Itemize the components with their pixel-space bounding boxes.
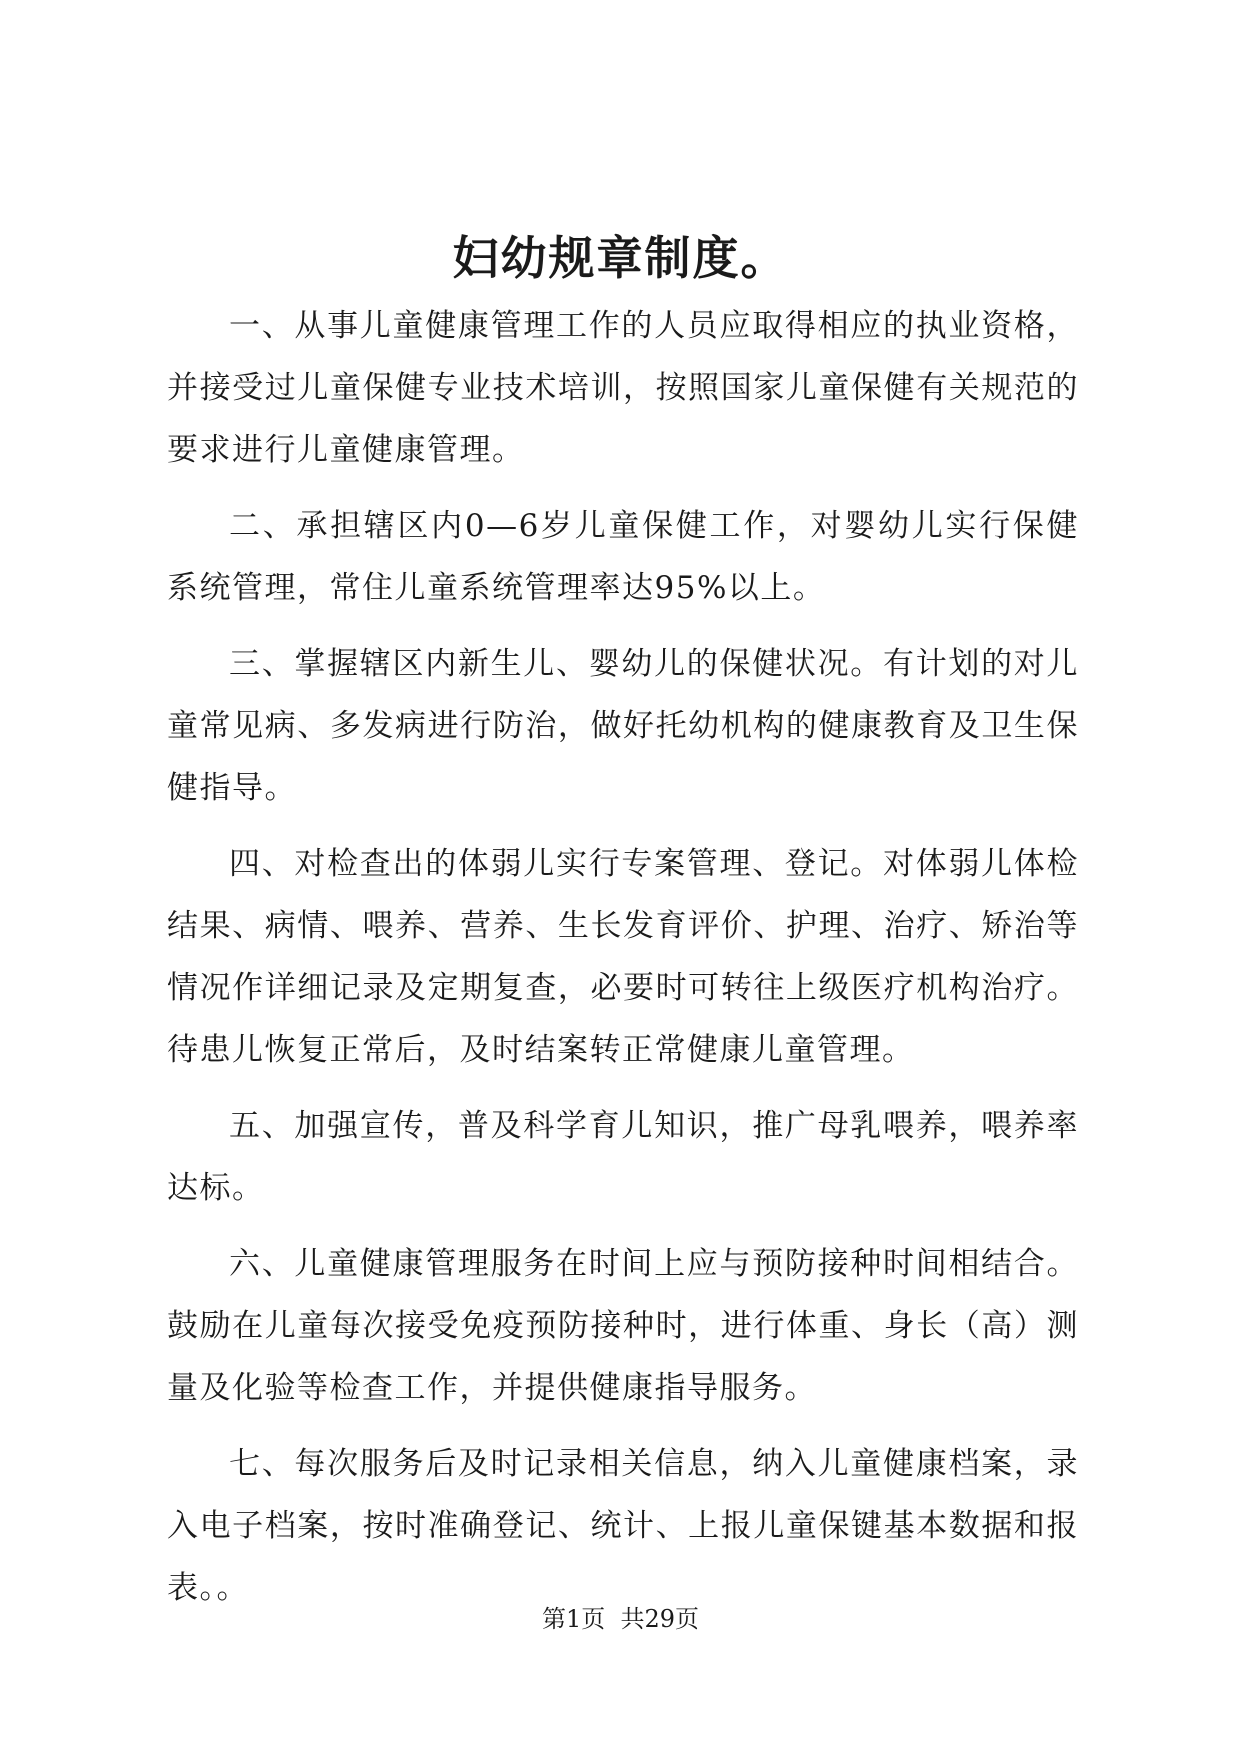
paragraph-7: 七、每次服务后及时记录相关信息，纳入儿童健康档案，录入电子档案，按时准确登记、统计、上报儿童保键基本数据和报表。。: [167, 1446, 1079, 1606]
paragraph-5: 五、加强宣传，普及科学育儿知识，推广母乳喂养，喂养率达标。: [167, 1108, 1079, 1206]
paragraph-2: 二、承担辖区内0—6岁儿童保健工作，对婴幼儿实行保健系统管理，常住儿童系统管理率达95%以上。: [167, 508, 1079, 606]
paragraph-1: 一、从事儿童健康管理工作的人员应取得相应的执业资格，并接受过儿童保健专业技术培训，按照国家儿童保健有关规范的要求进行儿童健康管理。: [167, 308, 1079, 468]
document-body: [167, 295, 1079, 1633]
page-number: 第1页 共29页: [541, 1605, 700, 1633]
paragraph-3: 三、掌握辖区内新生儿、婴幼儿的保健状况。有计划的对儿童常见病、多发病进行防治，做好托幼机构的健康教育及卫生保健指导。: [167, 646, 1079, 806]
paragraph-6: 六、儿童健康管理服务在时间上应与预防接种时间相结合。鼓励在儿童每次接受免疫预防接种时，进行体重、身长（高）测量及化验等检查工作，并提供健康指导服务。: [167, 1246, 1079, 1406]
page-footer: [0, 1604, 1241, 1634]
document-title: 妇幼规章制度。: [452, 231, 789, 285]
paragraph-4: 四、对检查出的体弱儿实行专案管理、登记。对体弱儿体检结果、病情、喂养、营养、生长发育评价、护理、治疗、矫治等情况作详细记录及定期复查，必要时可转往上级医疗机构治疗。待患儿恢复正常后，及时结案转正常健康儿童管理。: [167, 846, 1079, 1068]
